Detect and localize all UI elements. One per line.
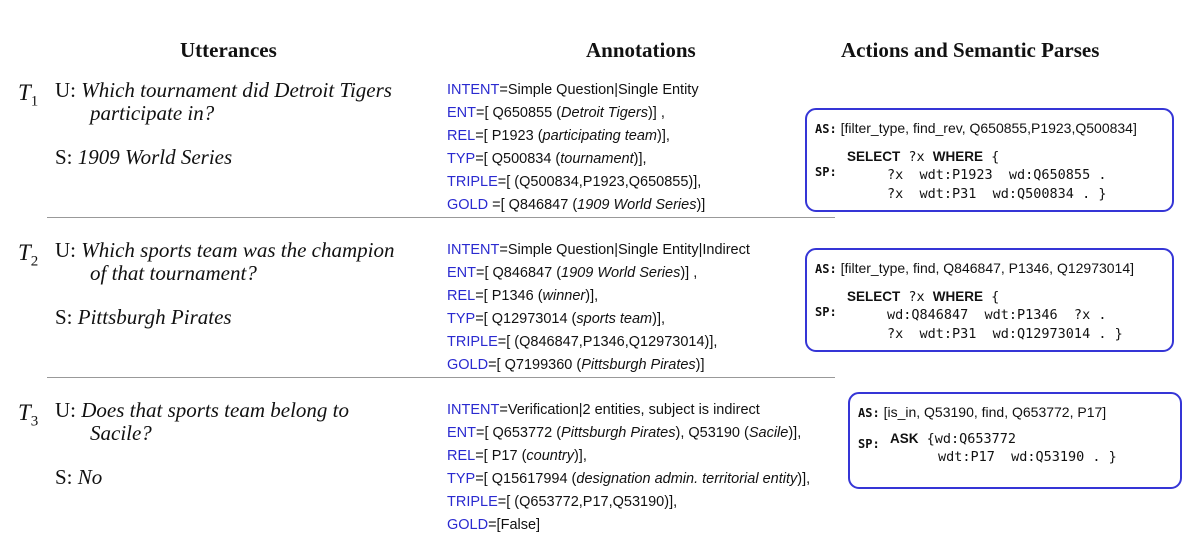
user-utterance-cont: Sacile? [90,421,152,445]
semantic-parse-box [848,392,1182,489]
sparql-line-1: SELECT ?x WHERE { [847,149,1000,165]
turn-label: $T_1$ [18,80,39,110]
semantic-parse-box [805,248,1174,352]
semantic-parse-box [805,108,1174,212]
annotation-gold: GOLD=[ Q7199360 (Pittsburgh Pirates)] [447,357,705,373]
turn-2 [0,232,1200,392]
sparql-line-3: ?x wdt:P31 wd:Q500834 . } [887,186,1107,202]
annotation-gold: GOLD =[ Q846847 (1909 World Series)] [447,197,706,213]
system-response: S: Pittsburgh Pirates [55,305,232,329]
turn-label: $T_2$ [18,240,39,270]
annotation-triple: TRIPLE=[ (Q653772,P17,Q53190)], [447,494,678,510]
sparql-line-2: wdt:P17 wd:Q53190 . } [938,449,1117,465]
annotation-intent: INTENT=Verification|2 entities, subject is indirect [447,402,760,418]
action-sequence: AS: [filter_type, find_rev, Q650855,P1923,Q500834] [815,120,1137,136]
annotation-rel: REL=[ P1923 (participating team)], [447,128,670,144]
user-utterance: U: Which sports team was the champion [55,238,395,262]
action-sequence: AS: [filter_type, find, Q846847, P1346, Q12973014] [815,260,1135,276]
turn-label: $T_3$ [18,400,39,430]
annotation-ent: ENT=[ Q846847 (1909 World Series)] , [447,265,698,281]
sparql-line-2: ?x wdt:P1923 wd:Q650855 . [887,167,1107,183]
user-utterance: U: Does that sports team belong to [55,398,349,422]
user-utterance: U: Which tournament did Detroit Tigers [55,78,392,102]
sparql-line-3: ?x wdt:P31 wd:Q12973014 . } [887,326,1123,342]
annotation-gold: GOLD=[False] [447,517,541,533]
sp-label: SP: [815,305,837,319]
header-utterances: Utterances [180,38,277,62]
annotation-ent: ENT=[ Q650855 (Detroit Tigers)] , [447,105,665,121]
sp-label: SP: [815,165,837,179]
annotation-typ: TYP=[ Q12973014 (sports team)], [447,311,666,327]
system-response: S: No [55,465,103,489]
annotation-triple: TRIPLE=[ (Q500834,P1923,Q650855)], [447,174,702,190]
sparql-line-2: wd:Q846847 wdt:P1346 ?x . [887,307,1107,323]
annotation-typ: TYP=[ Q500834 (tournament)], [447,151,647,167]
annotation-ent: ENT=[ Q653772 (Pittsburgh Pirates), Q53190 (Sacile)], [447,425,802,441]
header-actions: Actions and Semantic Parses [841,38,1100,62]
header-annotations: Annotations [586,38,696,62]
user-utterance-cont: participate in? [90,101,215,125]
annotation-intent: INTENT=Simple Question|Single Entity [447,82,699,98]
sp-label: SP: [858,437,880,451]
user-utterance-cont: of that tournament? [90,261,257,285]
turn-3 [0,392,1200,552]
system-response: S: 1909 World Series [55,145,233,169]
sparql-line-1: ASK {wd:Q653772 [890,431,1017,447]
annotation-typ: TYP=[ Q15617994 (designation admin. territorial entity)], [447,471,811,487]
annotation-intent: INTENT=Simple Question|Single Entity|Indirect [447,242,750,258]
annotation-rel: REL=[ P17 (country)], [447,448,587,464]
sparql-line-1: SELECT ?x WHERE { [847,289,1000,305]
annotation-rel: REL=[ P1346 (winner)], [447,288,599,304]
annotation-triple: TRIPLE=[ (Q846847,P1346,Q12973014)], [447,334,718,350]
turn-1 [0,72,1200,232]
action-sequence: AS: [is_in, Q53190, find, Q653772, P17] [858,404,1107,420]
